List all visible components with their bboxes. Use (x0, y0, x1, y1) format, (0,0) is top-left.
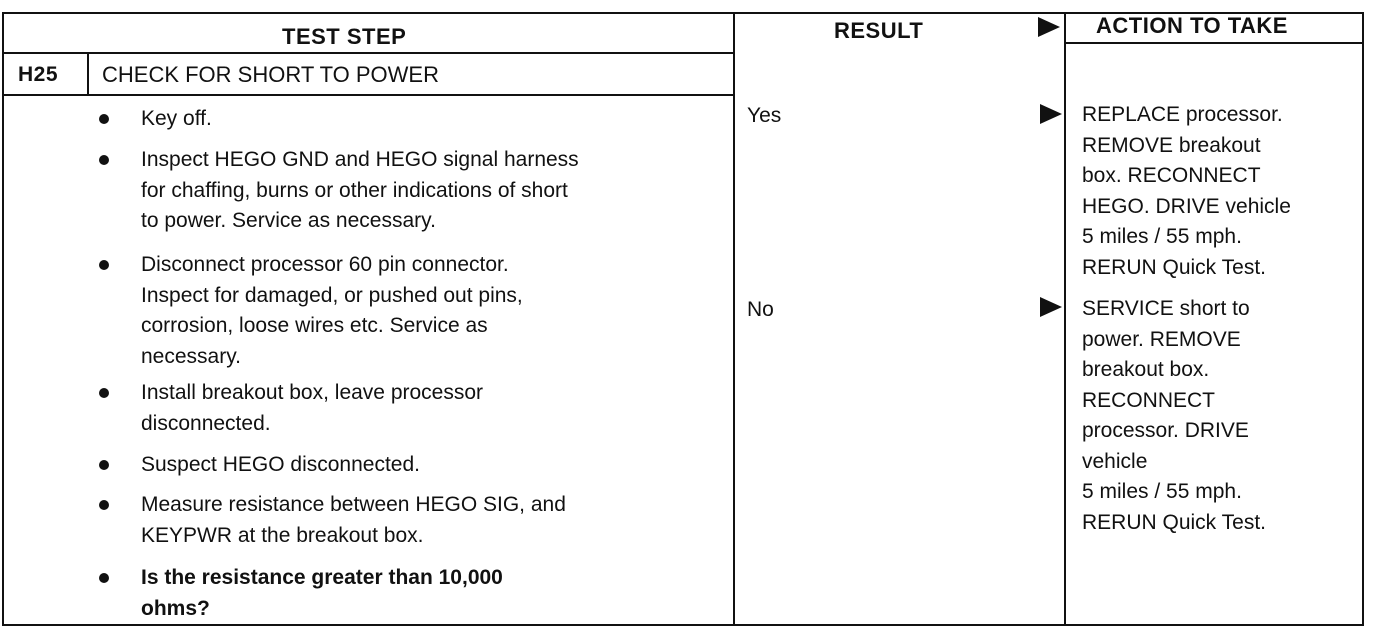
bullet-dot (99, 460, 109, 470)
bullet-line: Inspect HEGO GND and HEGO signal harness (141, 148, 579, 171)
bullet-line: Measure resistance between HEGO SIG, and (141, 493, 566, 516)
action-line: breakout box. (1082, 358, 1210, 381)
action-line: box. RECONNECT (1082, 164, 1261, 187)
action-line: RERUN Quick Test. (1082, 510, 1266, 534)
step-code-divider (87, 54, 89, 94)
no-arrow-icon (1040, 297, 1062, 317)
action-line: REMOVE breakout (1082, 133, 1261, 157)
action-line: processor. DRIVE (1082, 419, 1249, 442)
result-no: No (747, 298, 774, 321)
step-code: H25 (18, 63, 59, 86)
step-title: CHECK FOR SHORT TO POWER (102, 62, 439, 87)
yes-arrow-icon (1040, 104, 1062, 124)
bullet-line: ohms? (141, 596, 210, 620)
bullet-line: necessary. (141, 344, 241, 368)
bullet-line: corrosion, loose wires etc. Service as (141, 314, 488, 337)
action-line: 5 miles / 55 mph. (1082, 225, 1242, 248)
table-right-border (1362, 12, 1364, 626)
bullet-line: disconnected. (141, 411, 271, 435)
action-line: RERUN Quick Test. (1082, 255, 1266, 279)
bullet-dot (99, 155, 109, 165)
bullet-line: Suspect HEGO disconnected. (141, 453, 420, 476)
bullet-line: Inspect for damaged, or pushed out pins, (141, 283, 523, 307)
table-left-border (2, 12, 4, 626)
result-column-border (733, 12, 735, 626)
action-line: RECONNECT (1082, 388, 1216, 412)
bullet-line: to power. Service as necessary. (141, 209, 436, 232)
bullet-dot (99, 114, 109, 124)
bullet-dot (99, 388, 109, 398)
result-yes: Yes (747, 104, 782, 127)
action-line: REPLACE processor. (1082, 103, 1283, 126)
action-header: ACTION TO TAKE (1096, 13, 1288, 38)
bullet-line: Is the resistance greater than 10,000 (141, 566, 503, 589)
action-header-divider (1065, 42, 1364, 44)
bullet-line: KEYPWR at the breakout box. (141, 523, 424, 547)
action-line: SERVICE short to (1082, 297, 1250, 320)
action-column-border (1064, 12, 1066, 626)
header-arrow-icon (1038, 17, 1060, 37)
bullet-dot (99, 500, 109, 510)
header-divider (2, 52, 735, 54)
bullet-dot (99, 573, 109, 583)
bullet-line: Install breakout box, leave processor (141, 381, 484, 404)
action-line: vehicle (1082, 449, 1148, 473)
action-line: power. REMOVE (1082, 327, 1241, 351)
step-title-divider (2, 94, 735, 96)
bullet-line: Key off. (141, 107, 212, 130)
table-bottom-border (2, 624, 1364, 626)
bullet-line: Disconnect processor 60 pin connector. (141, 253, 509, 276)
bullet-line: for chaffing, burns or other indications of short (141, 178, 568, 202)
action-line: HEGO. DRIVE vehicle (1082, 194, 1291, 218)
result-header: RESULT (834, 18, 924, 43)
test-step-header: TEST STEP (282, 24, 407, 49)
bullet-dot (99, 260, 109, 270)
action-line: 5 miles / 55 mph. (1082, 480, 1242, 503)
